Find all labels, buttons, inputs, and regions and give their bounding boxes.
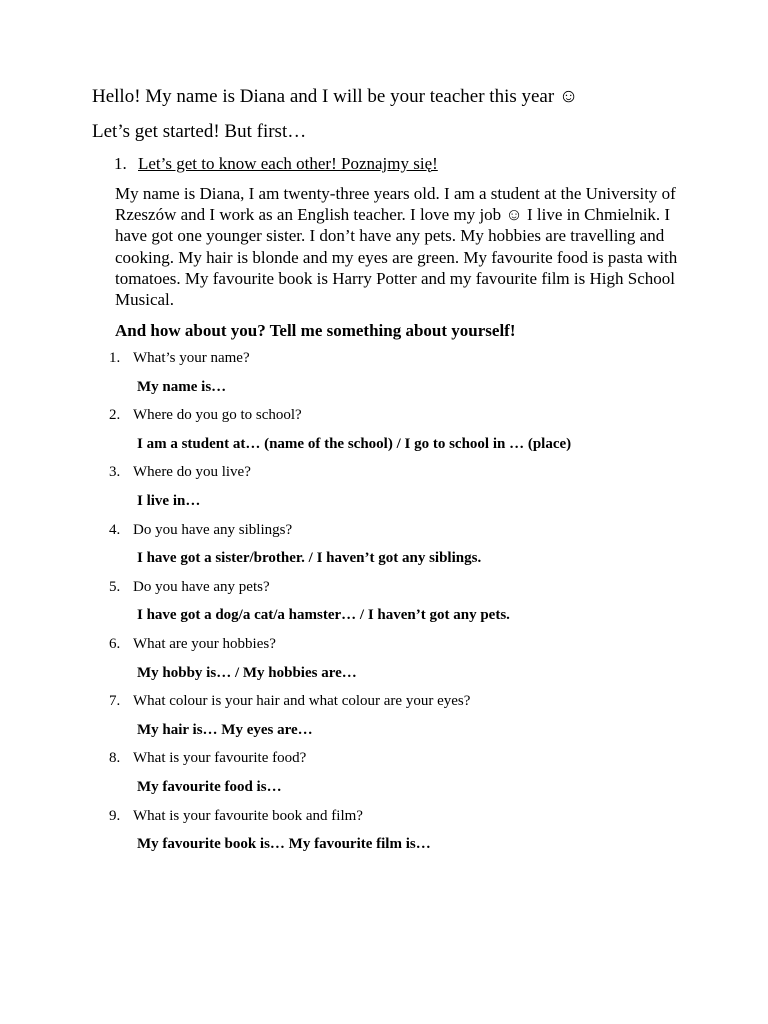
- question-number: 1.: [109, 350, 121, 366]
- answer-text: My name is…: [137, 378, 227, 395]
- greeting-line: Hello! My name is Diana and I will be your teacher this year ☺: [92, 86, 579, 107]
- prompt-heading: And how about you? Tell me something about yourself!: [115, 321, 516, 340]
- question-item: [0, 748, 768, 777]
- question-text: What’s your name?: [133, 350, 250, 366]
- answer-template: [0, 663, 768, 692]
- answer-template: [0, 777, 768, 806]
- intro-paragraph: My name is Diana, I am twenty-three years old. I am a student at the University of Rzeszów and I work as an English teacher. I love my job ☺ I live in Chmielnik. I have got one younger sister. I don’t have any pets. My hobbies are travelling and cooking. My hair is blonde and my eyes are green. My favourite food is pasta with tomatoes. My favourite book is Harry Potter and my favourite film is High School Musical.: [115, 184, 678, 310]
- question-text: Do you have any siblings?: [133, 521, 293, 538]
- question-number: 8.: [109, 750, 121, 767]
- question-number: 2.: [109, 407, 121, 424]
- answer-template: [0, 720, 768, 749]
- question-text: Where do you go to school?: [133, 407, 302, 424]
- answer-template: [0, 491, 768, 520]
- question-number: 3.: [109, 464, 121, 481]
- answer-template: [0, 377, 768, 406]
- question-item: [0, 520, 768, 549]
- section-heading: [114, 153, 438, 175]
- answer-template: [0, 834, 768, 863]
- answer-template: [0, 434, 768, 463]
- answer-text: I am a student at… (name of the school) / I go to school in … (place): [137, 435, 572, 452]
- question-item: [0, 348, 768, 377]
- section-number: 1.: [114, 154, 127, 173]
- question-number: 4.: [109, 521, 121, 538]
- question-item: [0, 634, 768, 663]
- question-item: [0, 577, 768, 606]
- question-item: [0, 806, 768, 835]
- question-text: What are your hobbies?: [133, 635, 276, 652]
- answer-text: I have got a sister/brother. / I haven’t got any siblings.: [137, 550, 482, 567]
- question-number: 5.: [109, 578, 121, 595]
- question-number: 7.: [109, 693, 121, 710]
- answer-text: My hobby is… / My hobbies are…: [137, 664, 357, 681]
- question-text: What colour is your hair and what colour are your eyes?: [133, 693, 471, 710]
- question-text: What is your favourite book and film?: [133, 807, 363, 824]
- answer-text: I live in…: [137, 492, 201, 509]
- question-text: Do you have any pets?: [133, 578, 270, 595]
- answer-text: My hair is… My eyes are…: [137, 721, 313, 738]
- question-text: What is your favourite food?: [133, 750, 307, 767]
- question-item: [0, 691, 768, 720]
- answer-text: My favourite book is… My favourite film is…: [137, 836, 431, 853]
- started-line: Let’s get started! But first…: [92, 121, 307, 142]
- question-text: Where do you live?: [133, 464, 251, 481]
- answer-text: I have got a dog/a cat/a hamster… / I haven’t got any pets.: [137, 607, 510, 624]
- question-list: [0, 348, 768, 863]
- question-number: 9.: [109, 807, 121, 824]
- answer-template: [0, 548, 768, 577]
- answer-text: My favourite food is…: [137, 778, 282, 795]
- question-number: 6.: [109, 635, 121, 652]
- question-item: [0, 405, 768, 434]
- question-item: [0, 462, 768, 491]
- section-title: Let’s get to know each other! Poznajmy się!: [138, 154, 438, 173]
- answer-template: [0, 605, 768, 634]
